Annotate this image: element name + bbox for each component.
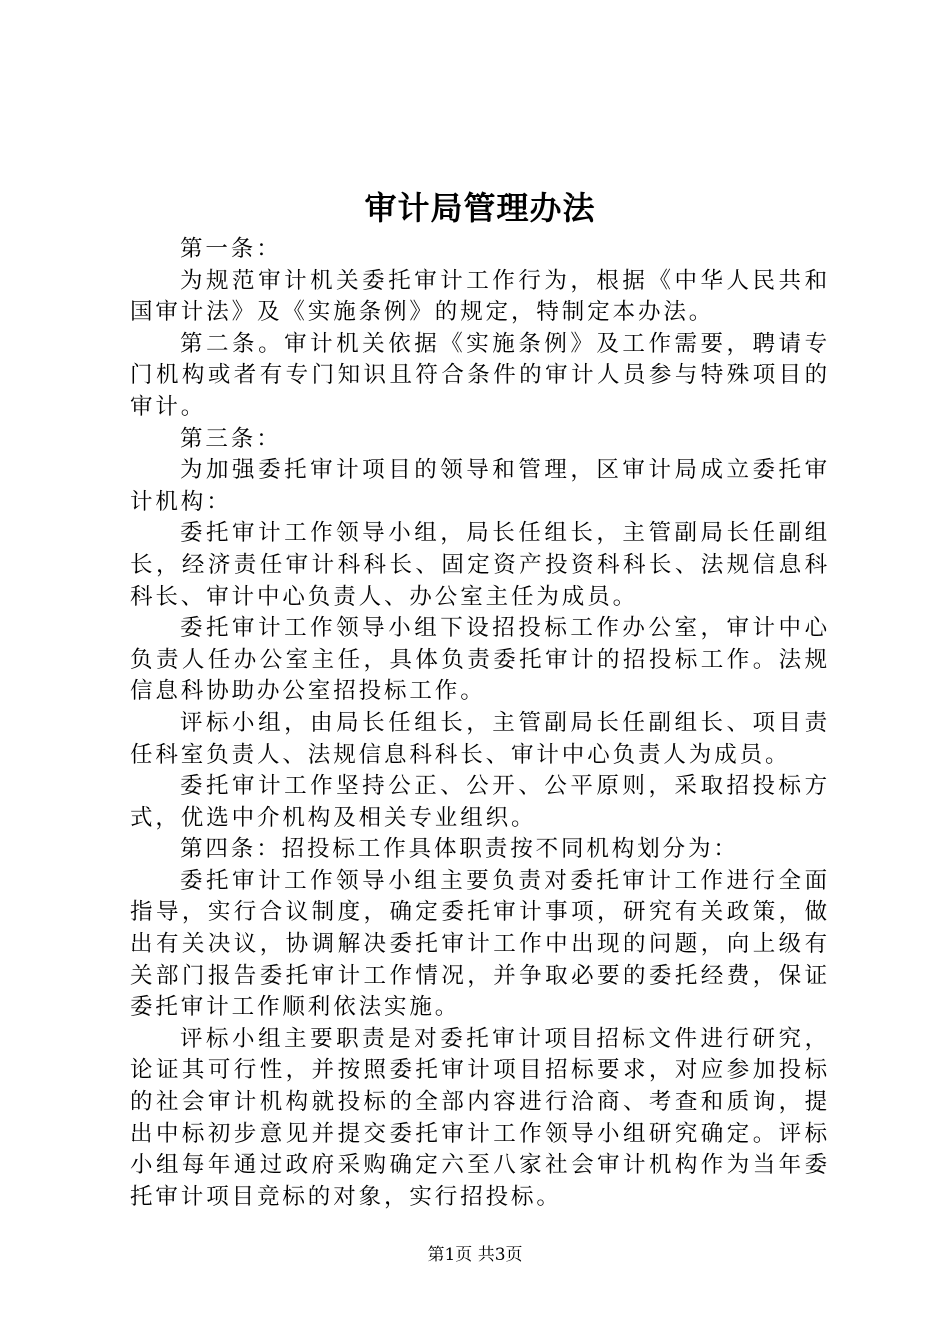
- paragraph-principles: 委托审计工作坚持公正、公开、公平原则，采取招投标方式，优选中介机构及相关专业组织。: [130, 773, 830, 831]
- document-title: 审计局管理办法: [364, 189, 596, 227]
- paragraph-article-1-heading: 第一条：: [180, 236, 282, 262]
- paragraph-article-3-intro: 为加强委托审计项目的领导和管理，区审计局成立委托审计机构：: [130, 457, 830, 515]
- document-body: [130, 234, 830, 1213]
- paragraph-bidding-office: 委托审计工作领导小组下设招投标工作办公室，审计中心负责人任办公室主任，具体负责委托审计的招投标工作。法规信息科协助办公室招投标工作。: [130, 615, 830, 705]
- paragraph-evaluation-group: 评标小组，由局长任组长，主管副局长任副组长、项目责任科室负责人、法规信息科科长、审计中心负责人为成员。: [130, 709, 830, 768]
- paragraph-article-1-body: 为规范审计机关委托审计工作行为，根据《中华人民共和国审计法》及《实施条例》的规定，特制定本办法。: [130, 267, 830, 326]
- paragraph-evaluation-group-duties: 评标小组主要职责是对委托审计项目招标文件进行研究，论证其可行性，并按照委托审计项目招标要求，对应参加投标的社会审计机构就投标的全部内容进行洽商、考查和质询，提出中标初步意见并提交委托审计工作领导小组研究确定。评标小组每年通过政府采购确定六至八家社会审计机构作为当年委托审计项目竞标的对象，实行招投标。: [130, 1025, 830, 1210]
- paragraph-article-2: 第二条。审计机关依据《实施条例》及工作需要，聘请专门机构或者有专门知识且符合条件的审计人员参与特殊项目的审计。: [130, 330, 830, 420]
- paragraph-leading-group: 委托审计工作领导小组，局长任组长，主管副局长任副组长，经济责任审计科科长、固定资产投资科科长、法规信息科科长、审计中心负责人、办公室主任为成员。: [130, 520, 830, 610]
- page-number-footer: 第1页 共3页: [427, 1245, 523, 1265]
- paragraph-article-4-heading: 第四条：招投标工作具体职责按不同机构划分为：: [180, 836, 739, 863]
- paragraph-leading-group-duties: 委托审计工作领导小组主要负责对委托审计工作进行全面指导，实行合议制度，确定委托审计事项，研究有关政策，做出有关决议，协调解决委托审计工作中出现的问题，向上级有关部门报告委托审计工作情况，并争取必要的委托经费，保证委托审计工作顺利依法实施。: [130, 867, 830, 1021]
- paragraph-article-3-heading: 第三条：: [180, 425, 282, 452]
